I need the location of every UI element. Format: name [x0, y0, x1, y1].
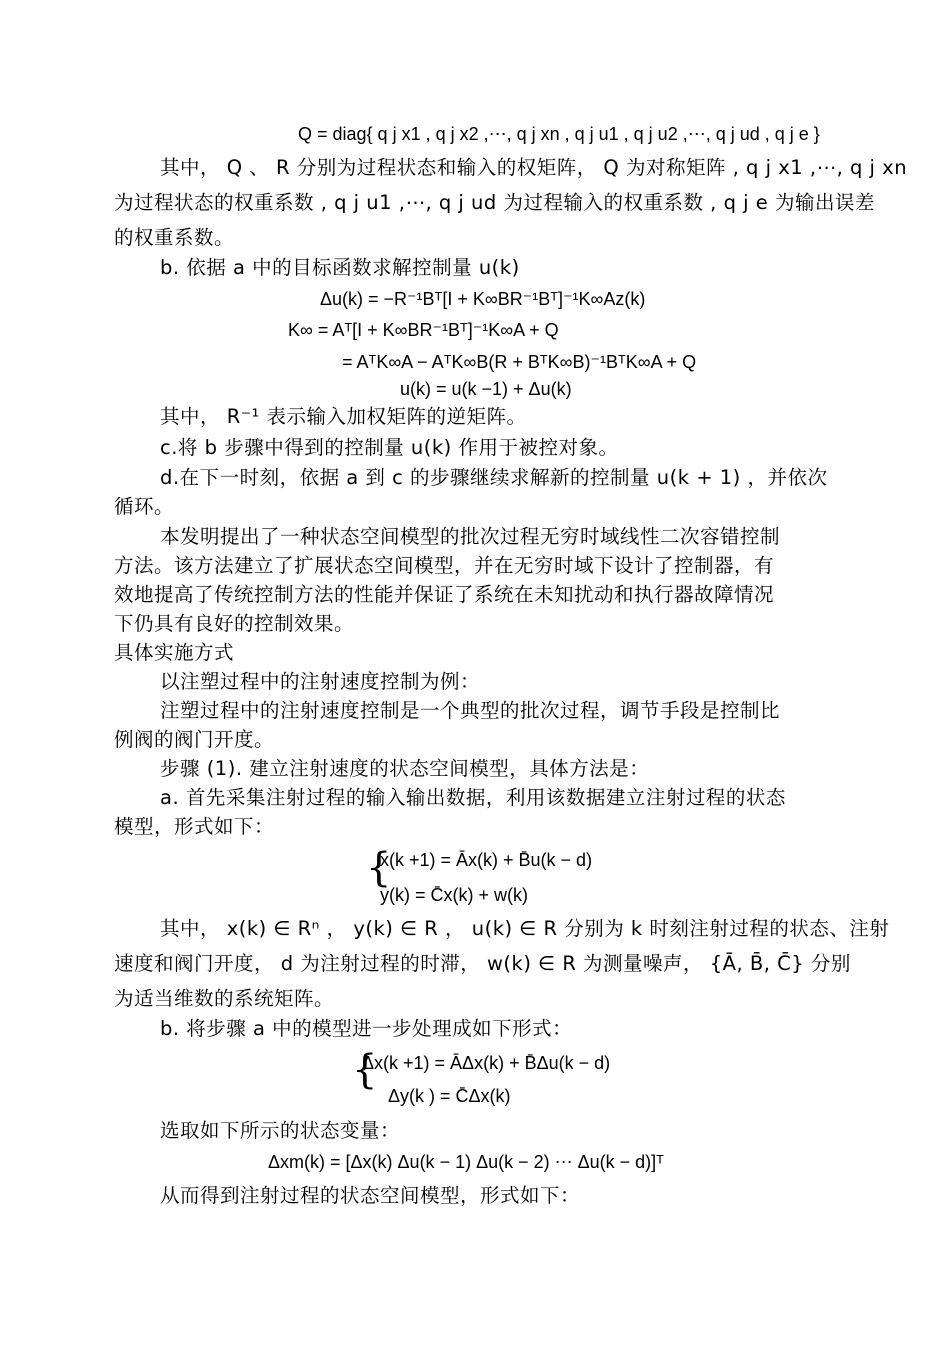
paragraph-line: 注塑过程中的注射速度控制是一个典型的批次过程，调节手段是控制比	[160, 699, 781, 722]
paragraph-line: 为过程状态的权重系数 , q j u1 ,⋯, q j ud 为过程输入的权重系数 , q j e 为输出误差	[114, 191, 875, 214]
equation-delta-u: Δu(k) = −R⁻¹Bᵀ[I + K∞BR⁻¹Bᵀ]⁻¹K∞Az(k)	[320, 289, 646, 309]
equation-k-infinity-expanded: = AᵀK∞A − AᵀK∞B(R + BᵀK∞B)⁻¹BᵀK∞A + Q	[342, 352, 697, 372]
equation-system-output: y(k) = C̄x(k) + w(k)	[380, 885, 528, 905]
equation-state-vector: Δxm(k) = [Δx(k) Δu(k − 1) Δu(k − 2) ⋯ Δu(k − d)]ᵀ	[268, 1152, 664, 1172]
step-c: c.将 b 步骤中得到的控制量 u(k) 作用于被控对象。	[160, 436, 619, 459]
paragraph-line: 的权重系数。	[114, 226, 235, 249]
paragraph-line: 下仍具有良好的控制效果。	[114, 612, 355, 635]
equation-system-state: x(k +1) = Āx(k) + B̄u(k − d)	[380, 850, 593, 870]
step-1-title: 步骤 (1). 建立注射速度的状态空间模型，具体方法是：	[160, 757, 650, 780]
paragraph-line: 为适当维数的系统矩阵。	[114, 987, 335, 1010]
paragraph-line: 其中， Q 、 R 分别为过程状态和输入的权矩阵， Q 为对称矩阵 , q j x1 ,⋯, q j xn	[160, 156, 908, 179]
equation-delta-output: Δy(k ) = C̄Δx(k)	[388, 1086, 511, 1106]
paragraph-line: 模型，形式如下：	[114, 815, 275, 838]
paragraph-line: 其中， R⁻¹ 表示输入加权矩阵的逆矩阵。	[160, 405, 527, 428]
system-brace: {	[352, 1047, 378, 1093]
paragraph-line: 其中， x(k) ∈ Rⁿ ， y(k) ∈ R ， u(k) ∈ R 分别为 k 时刻注射过程的状态、注射	[160, 917, 890, 940]
paragraph-line: 从而得到注射过程的状态空间模型，形式如下：	[160, 1184, 581, 1207]
paragraph-line: 本发明提出了一种状态空间模型的批次过程无穷时域线性二次容错控制	[160, 525, 781, 548]
paragraph-line: 循环。	[114, 495, 175, 518]
paragraph-line: a. 首先采集注射过程的输入输出数据，利用该数据建立注射过程的状态	[160, 786, 786, 809]
step-b2: b. 将步骤 a 中的模型进一步处理成如下形式：	[160, 1017, 573, 1040]
paragraph-line: 选取如下所示的状态变量：	[160, 1119, 401, 1142]
step-d: d.在下一时刻，依据 a 到 c 的步骤继续求解新的控制量 u(k + 1) ，并依次	[160, 466, 828, 489]
step-b-title: b. 依据 a 中的目标函数求解控制量 u(k)	[160, 256, 520, 279]
equation-u-update: u(k) = u(k −1) + Δu(k)	[400, 379, 572, 399]
paragraph-line: 例阀的阀门开度。	[114, 728, 275, 751]
equation-delta-state: Δx(k +1) = ĀΔx(k) + B̄Δu(k − d)	[362, 1053, 611, 1073]
paragraph-line: 方法。该方法建立了扩展状态空间模型，并在无穷时域下设计了控制器，有	[114, 554, 775, 577]
section-heading: 具体实施方式	[114, 641, 235, 664]
paragraph-line: 效地提高了传统控制方法的性能并保证了系统在未知扰动和执行器故障情况	[114, 583, 775, 606]
paragraph-line: 以注塑过程中的注射速度控制为例：	[160, 670, 481, 693]
equation-q-matrix: Q = diag{ q j x1 , q j x2 ,⋯, q j xn , q j u1 , q j u2 ,⋯, q j ud , q j e }	[298, 124, 820, 144]
paragraph-line: 速度和阀门开度， d 为注射过程的时滞， w(k) ∈ R 为测量噪声， {Ā, B̄, C̄} 分别	[114, 952, 851, 975]
system-brace: {	[366, 845, 392, 891]
equation-k-infinity: K∞ = Aᵀ[I + K∞BR⁻¹Bᵀ]⁻¹K∞A + Q	[288, 320, 559, 340]
